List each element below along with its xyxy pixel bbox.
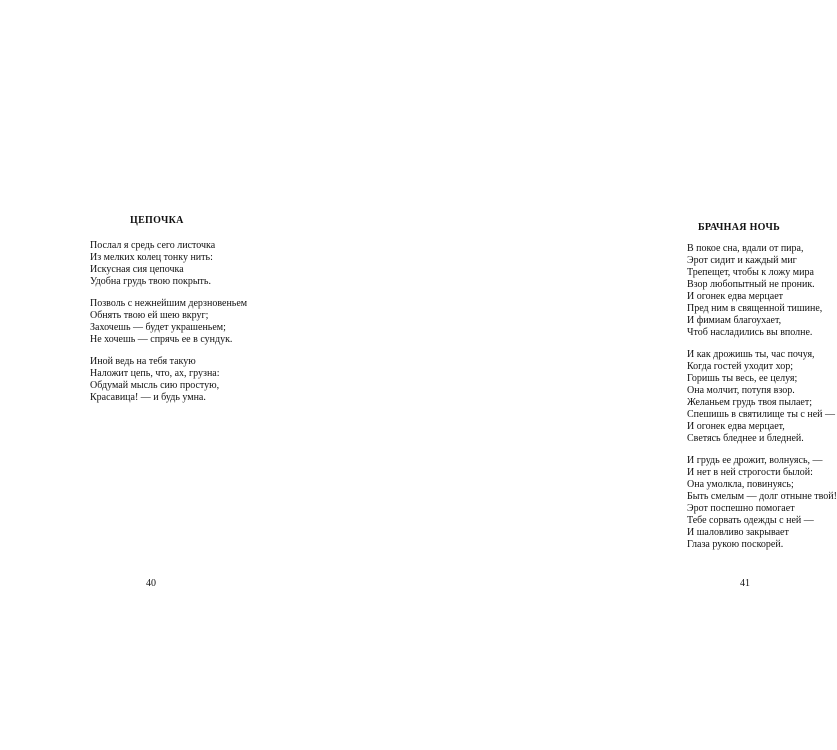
page-number-left: 40 xyxy=(146,578,156,589)
poem-title-left: ЦЕПОЧКА xyxy=(130,215,184,226)
poem-line: Не хочешь — спрячь ее в сундук. xyxy=(90,334,233,345)
poem-line: Светясь бледнее и бледней. xyxy=(687,433,804,444)
poem-line: Эрот сидит и каждый миг xyxy=(687,255,797,266)
poem-line: Захочешь — будет украшеньем; xyxy=(90,322,226,333)
poem-line: Желаньем грудь твоя пылает; xyxy=(687,397,813,408)
poem-left xyxy=(90,240,247,414)
poem-line: Она умолкла, повинуясь; xyxy=(687,479,794,490)
poem-title-right: БРАЧНАЯ НОЧЬ xyxy=(698,222,781,233)
stanza xyxy=(90,240,247,288)
poem-line: Трепещет, чтобы к ложу мира xyxy=(687,267,814,278)
poem-line: Тебе сорвать одежды с ней — xyxy=(687,515,814,526)
poem-line: Когда гостей уходит хор; xyxy=(687,361,794,372)
poem-line: Искусная сия цепочка xyxy=(90,264,184,275)
poem-line: И огонек едва мерцает xyxy=(687,291,784,302)
poem-line: Наложит цепь, что, ах, грузна: xyxy=(90,368,220,379)
poem-line: И грудь ее дрожит, волнуясь, — xyxy=(687,455,823,466)
poem-line: Обнять твою ей шею вкруг; xyxy=(90,310,209,321)
poem-line: Быть смелым — долг отныне твой! xyxy=(687,491,837,502)
stanza xyxy=(687,349,837,445)
poem-line: Послал я средь сего листочка xyxy=(90,240,216,251)
right-page xyxy=(300,0,837,750)
poem-line: И огонек едва мерцает, xyxy=(687,421,785,432)
poem-line: Глаза рукою поскорей. xyxy=(687,539,784,550)
poem-line: Горишь ты весь, ее целуя; xyxy=(687,373,798,384)
poem-line: В покое сна, вдали от пира, xyxy=(687,243,804,254)
poem-right xyxy=(687,243,837,561)
poem-line: И фимиам благоухает, xyxy=(687,315,782,326)
poem-line: И шаловливо закрывает xyxy=(687,527,789,538)
poem-line: Из мелких колец тонку нить: xyxy=(90,252,213,263)
poem-line: И как дрожишь ты, час почуя, xyxy=(687,349,815,360)
poem-line: Чтоб насладились вы вполне. xyxy=(687,327,813,338)
poem-line: Взор любопытный не проник. xyxy=(687,279,815,290)
stanza xyxy=(90,356,247,404)
stanza xyxy=(90,298,247,346)
poem-line: Она молчит, потупя взор. xyxy=(687,385,795,396)
stanza xyxy=(687,243,837,339)
poem-line: Иной ведь на тебя такую xyxy=(90,356,196,367)
poem-line: Эрот поспешно помогает xyxy=(687,503,795,514)
poem-line: Обдумай мысль сию простую, xyxy=(90,380,220,391)
poem-line: Удобна грудь твою покрыть. xyxy=(90,276,211,287)
stanza xyxy=(687,455,837,551)
left-page xyxy=(0,0,300,750)
poem-line: Спешишь в святилище ты с ней — xyxy=(687,409,835,420)
poem-line: Пред ним в священной тишине, xyxy=(687,303,823,314)
poem-line: Позволь с нежнейшим дерзновеньем xyxy=(90,298,248,309)
poem-line: И нет в ней строгости былой: xyxy=(687,467,813,478)
page-number-right: 41 xyxy=(740,578,750,589)
poem-line: Красавица! — и будь умна. xyxy=(90,392,206,403)
